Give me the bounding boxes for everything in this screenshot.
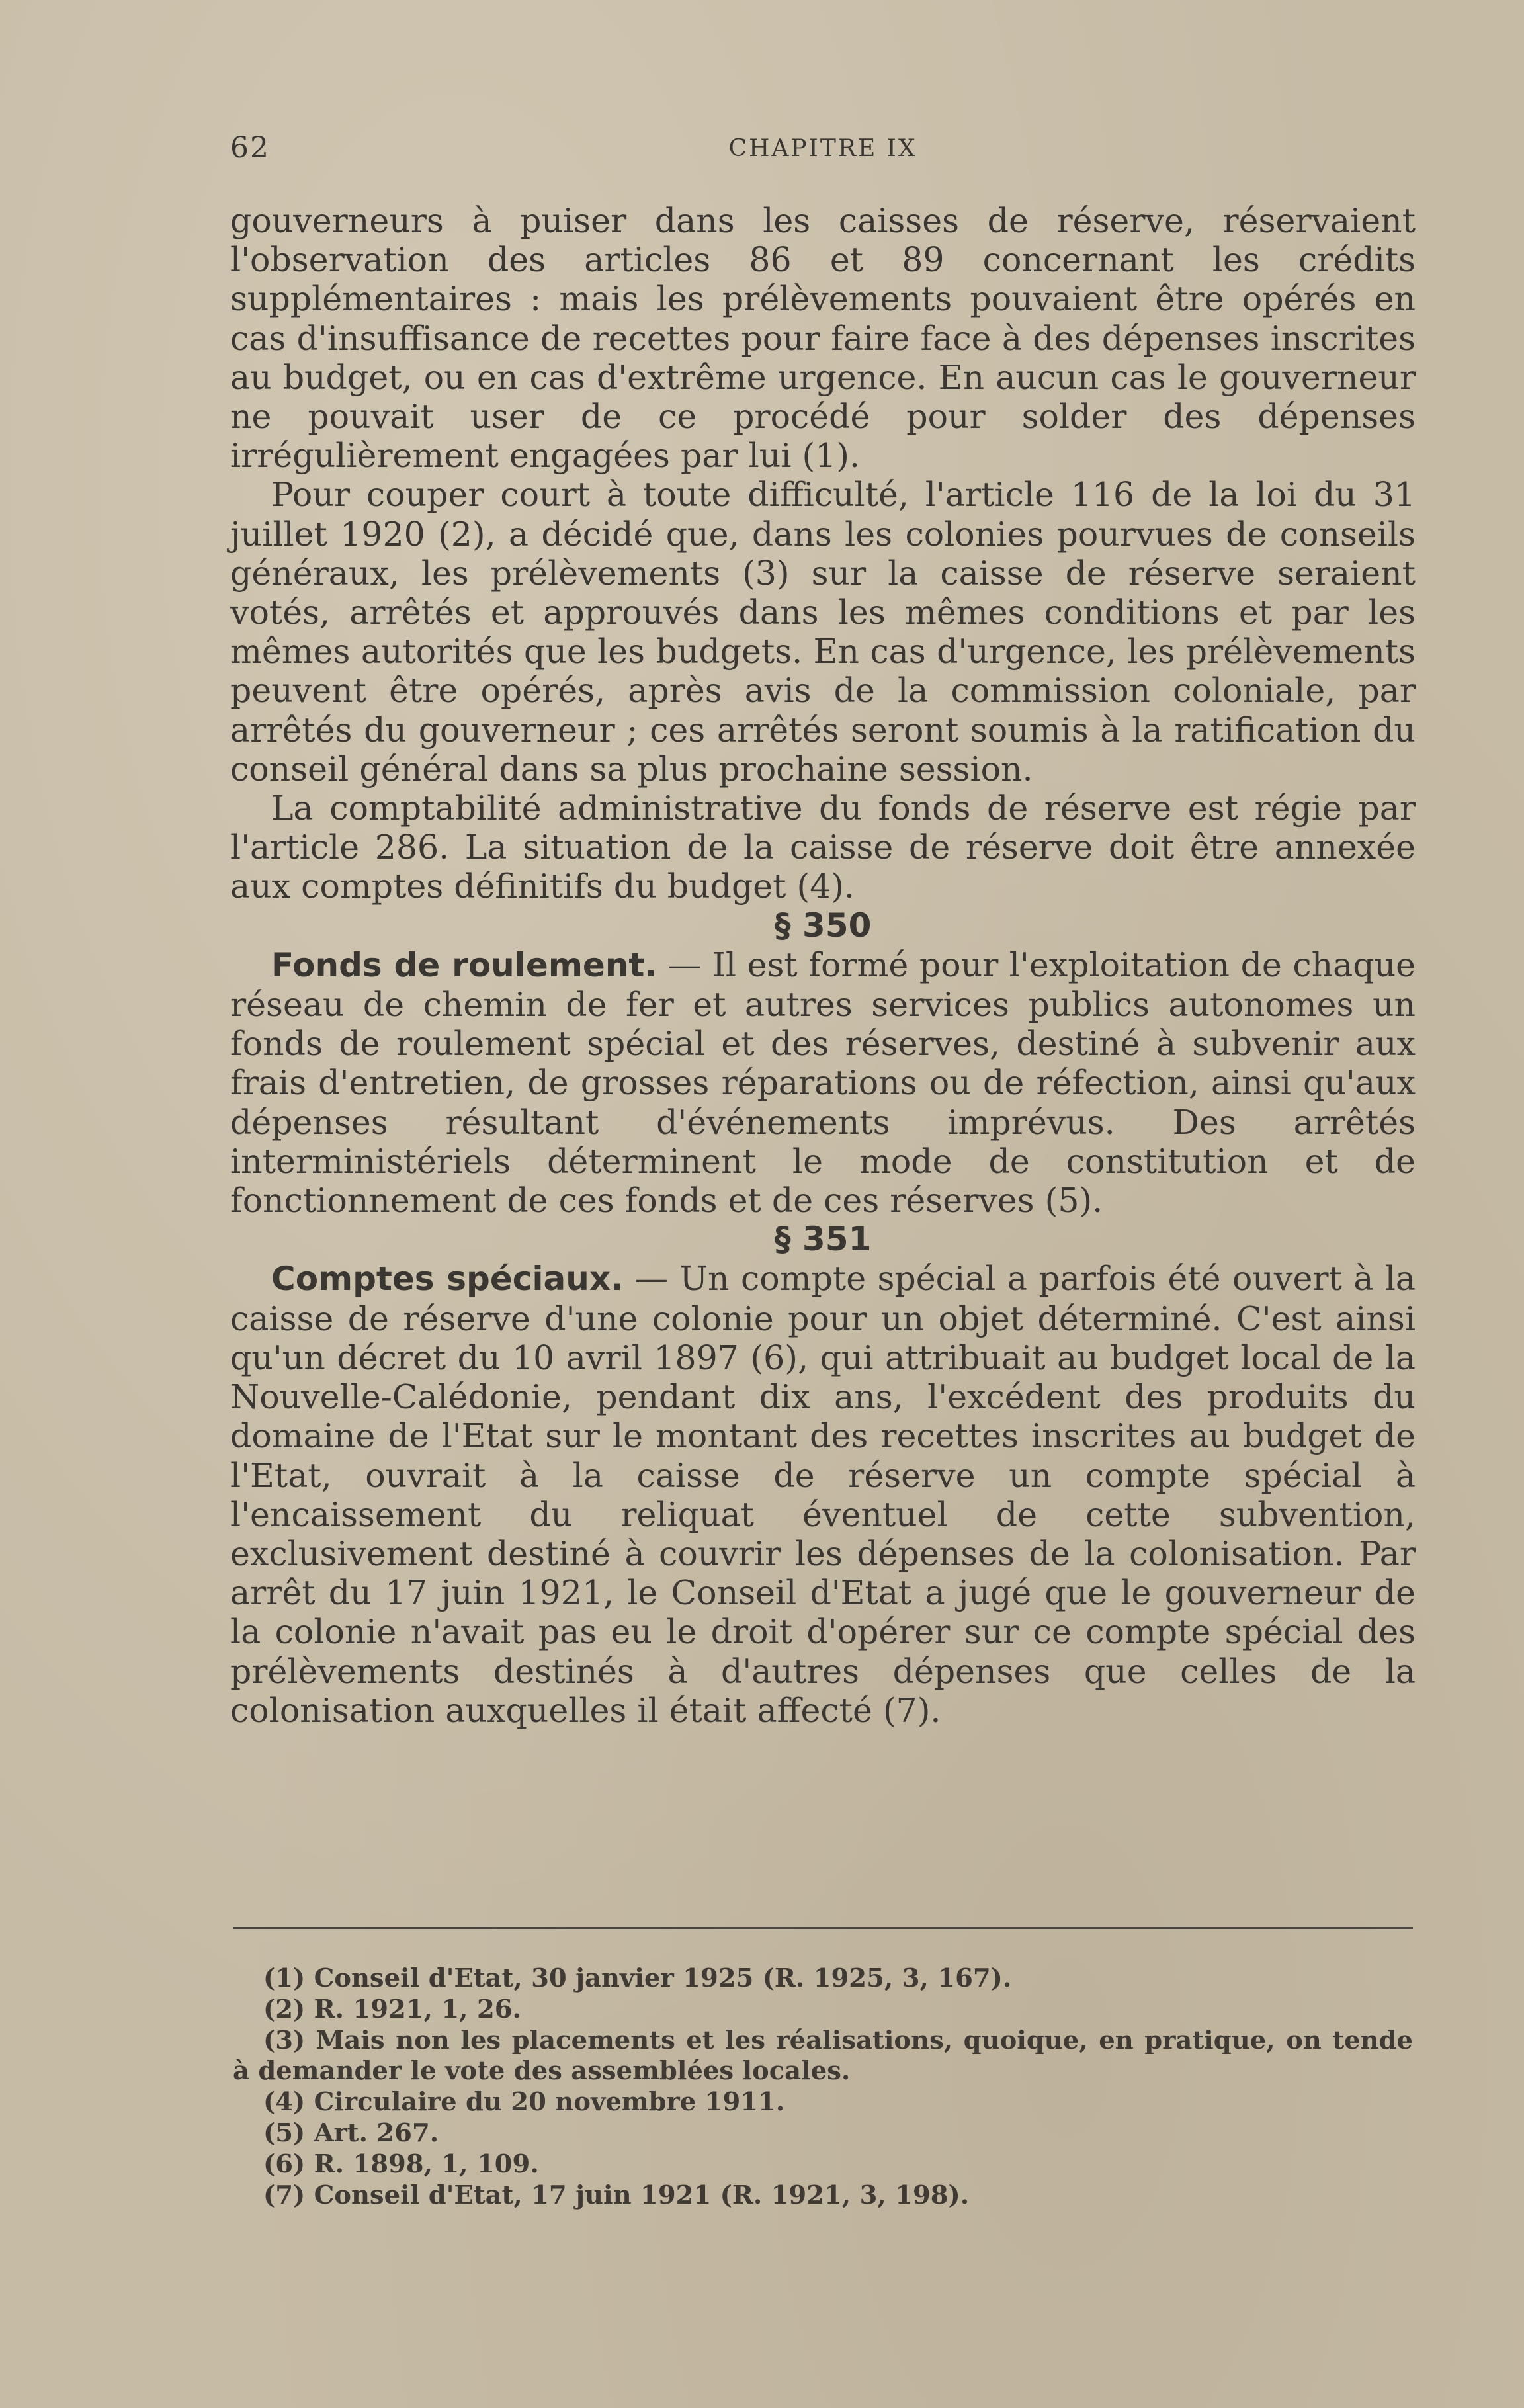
chapter-title: CHAPITRE IX: [728, 135, 917, 162]
running-head: [230, 131, 1416, 164]
paragraph-3: La comptabilité administrative du fonds de réserve est régie par l'article 286. La situation de la caisse de réserve doit être annexée aux comptes définitifs du budget (4).: [230, 789, 1416, 906]
paragraph-section-351: [230, 1259, 1416, 1729]
footnote-1: (1) Conseil d'Etat, 30 janvier 1925 (R. 1925, 3, 167).: [263, 1963, 1012, 1993]
section-350-title: § 350: [774, 906, 872, 945]
paragraph-section-350-text: — Il est formé pour l'exploitation de chaque réseau de chemin de fer et autres services publics autonomes un fonds de roulement spécial et des réserves, destiné à subvenir aux frais d'entretien, de grosses réparations ou de réfection, ainsi qu'aux dépenses résultant d'événements imprévus. Des arrêtés interministériels déterminent le mode de constitution et de fonctionnement de ces fonds et de ces réserves (5).: [230, 945, 1416, 1221]
paragraph-section-350: [230, 945, 1416, 1220]
footnote-3: (3) Mais non les placements et les réalisations, quoique, en pratique, on tende à demander le vote des assemblées locales.: [233, 2025, 1413, 2086]
paragraph-section-351-text: — Un compte spécial a parfois été ouvert à la caisse de réserve d'une colonie pour un objet déterminé. C'est ainsi qu'un décret du 10 avril 1897 (6), qui attribuait au budget local de la Nouvelle-Calédonie, pendant dix ans, l'excédent des produits du domaine de l'Etat sur le montant des recettes inscrites au budget de l'Etat, ouvrait à la caisse de réserve un compte spécial à l'encaissement du reliquat éventuel de cette subvention, exclusivement destiné à couvrir les dépenses de la colonisation. Par arrêt du 17 juin 1921, le Conseil d'Etat a jugé que le gouverneur de la colonie n'avait pas eu le droit d'opérer sur ce compte spécial des prélèvements destinés à d'autres dépenses que celles de la colonisation auxquelles il était affecté (7).: [230, 1259, 1416, 1730]
section-351-title: § 351: [774, 1220, 872, 1259]
main-text: [230, 201, 1416, 1730]
footnote-7: (7) Conseil d'Etat, 17 juin 1921 (R. 1921, 3, 198).: [263, 2180, 970, 2210]
heading-fonds-de-roulement: Fonds de roulement.: [271, 945, 657, 984]
paragraph-1: gouverneurs à puiser dans les caisses de réserve, réservaient l'observation des articles 86 et 89 concernant les crédits supplémentaires : mais les prélèvements pouvaient être opérés en cas d'insuffisance de recettes pour faire face à des dépenses inscrites au budget, ou en cas d'extrême urgence. En aucun cas le gouverneur ne pouvait user de ce procédé pour solder des dépenses irrégulièrement engagées par lui (1).: [230, 201, 1416, 476]
footnote-5: (5) Art. 267.: [263, 2118, 439, 2148]
heading-comptes-speciaux: Comptes spéciaux.: [271, 1260, 624, 1299]
footnote-2: (2) R. 1921, 1, 26.: [263, 1994, 521, 2024]
page-number: 62: [230, 131, 270, 165]
footnote-6: (6) R. 1898, 1, 109.: [263, 2149, 539, 2179]
paragraph-2: Pour couper court à toute difficulté, l'article 116 de la loi du 31 juillet 1920 (2), a décidé que, dans les colonies pourvues de conseils généraux, les prélèvements (3) sur la caisse de réserve seraient votés, arrêtés et approuvés dans les mêmes conditions et par les mêmes autorités que les budgets. En cas d'urgence, les prélèvements peuvent être opérés, après avis de la commission coloniale, par arrêtés du gouverneur ; ces arrêtés seront soumis à la ratification du conseil général dans sa plus prochaine session.: [230, 475, 1416, 789]
footnotes: [233, 1963, 1413, 2211]
footnote-4: (4) Circulaire du 20 novembre 1911.: [263, 2087, 785, 2118]
footnote-divider: [233, 1927, 1413, 1929]
